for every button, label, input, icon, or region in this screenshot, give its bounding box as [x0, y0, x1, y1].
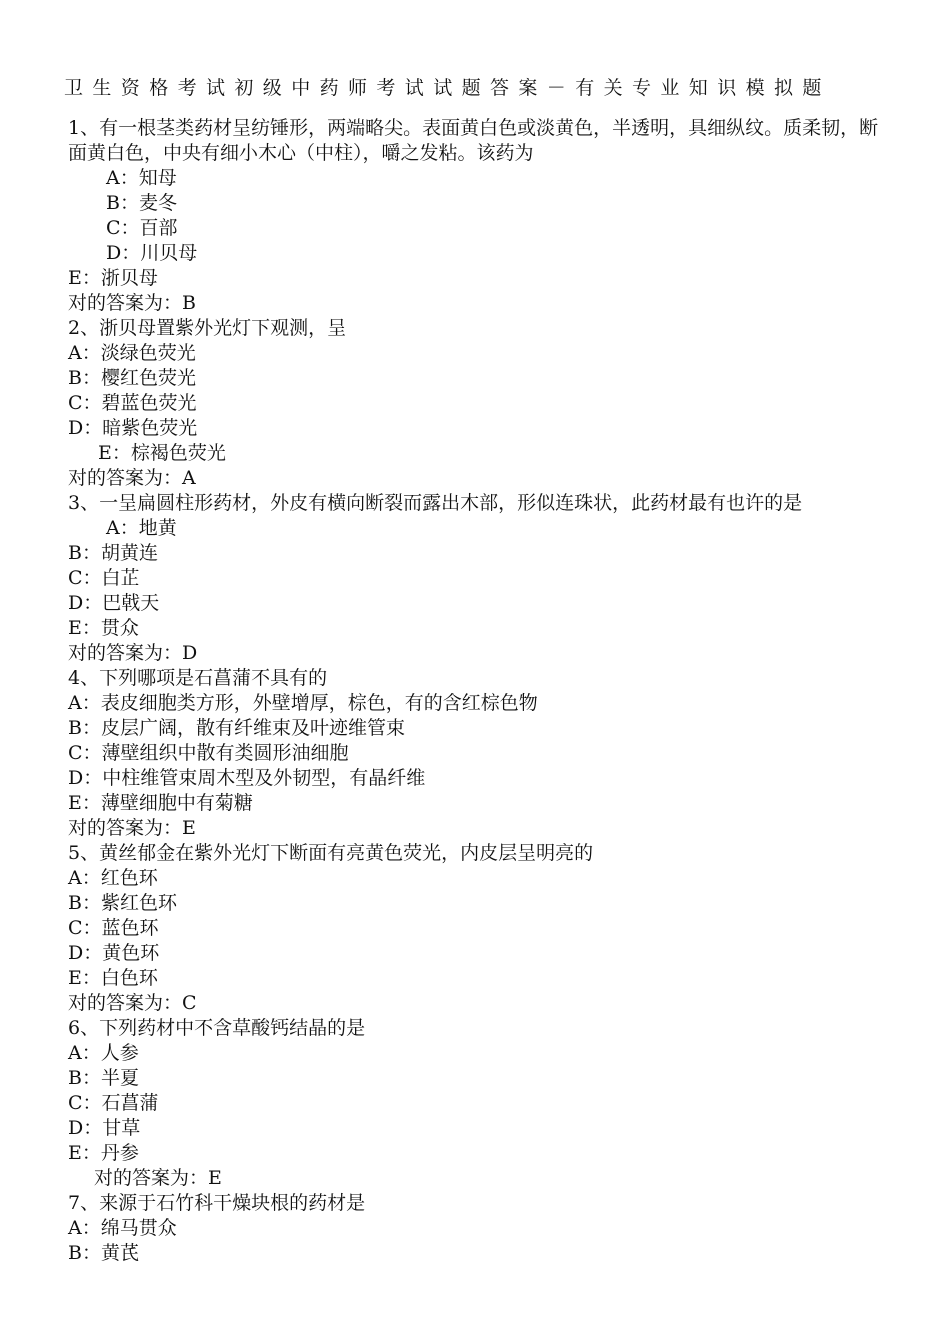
- question-3-option-b: B：胡黄连: [68, 542, 158, 564]
- question-4-option-a: A：表皮细胞类方形，外壁增厚，棕色，有的含红棕色物: [68, 692, 538, 714]
- question-4-option-e: E：薄壁细胞中有菊糖: [68, 792, 253, 814]
- question-1-option-a: A：知母: [106, 167, 177, 189]
- question-5-option-d: D：黄色环: [68, 942, 160, 964]
- question-5-answer: 对的答案为：C: [68, 992, 197, 1014]
- question-3-text: 3、一呈扁圆柱形药材，外皮有横向断裂而露出木部，形似连珠状，此药材最有也许的是: [68, 492, 803, 514]
- question-1-option-b: B：麦冬: [106, 192, 177, 214]
- document-title: 卫生资格考试初级中药师考试试题答案－有关专业知识模拟题: [64, 77, 831, 99]
- question-4-option-d: D：中柱维管束周木型及外韧型，有晶纤维: [68, 767, 426, 789]
- question-2-option-e: E：棕褐色荧光: [98, 442, 226, 464]
- question-4-answer: 对的答案为：E: [68, 817, 196, 839]
- question-7-text: 7、来源于石竹科干燥块根的药材是: [68, 1192, 366, 1214]
- question-5-option-b: B：紫红色环: [68, 892, 177, 914]
- question-1-text: 1、有一根茎类药材呈纺锤形，两端略尖。表面黄白色或淡黄色，半透明，具细纵纹。质柔韧，断面黄白色，中央有细小木心（中柱），嚼之发粘。该药为: [68, 117, 879, 164]
- question-2-option-d: D：暗紫色荧光: [68, 417, 198, 439]
- question-2-option-a: A：淡绿色荧光: [68, 342, 196, 364]
- question-2-text: 2、浙贝母置紫外光灯下观测，呈: [68, 317, 347, 339]
- question-6-option-c: C：石菖蒲: [68, 1092, 159, 1114]
- question-5-option-e: E：白色环: [68, 967, 158, 989]
- question-6-option-e: E：丹参: [68, 1142, 139, 1164]
- question-3-option-e: E：贯众: [68, 617, 139, 639]
- question-2-answer: 对的答案为：A: [68, 467, 196, 489]
- question-4-option-c: C：薄壁组织中散有类圆形油细胞: [68, 742, 349, 764]
- question-1-option-e: E：浙贝母: [68, 267, 158, 289]
- question-3-option-c: C：白芷: [68, 567, 140, 589]
- question-5-text: 5、黄丝郁金在紫外光灯下断面有亮黄色荧光，内皮层呈明亮的: [68, 842, 594, 864]
- question-3-option-a: A：地黄: [106, 517, 177, 539]
- question-1-option-c: C：百部: [106, 217, 178, 239]
- question-6-option-b: B：半夏: [68, 1067, 139, 1089]
- question-1-option-d: D：川贝母: [106, 242, 198, 264]
- question-4-option-b: B：皮层广阔，散有纤维束及叶迹维管束: [68, 717, 405, 739]
- question-7-option-a: A：绵马贯众: [68, 1217, 177, 1239]
- question-2-option-c: C：碧蓝色荧光: [68, 392, 197, 414]
- question-5-option-c: C：蓝色环: [68, 917, 159, 939]
- question-1-answer: 对的答案为：B: [68, 292, 196, 314]
- question-6-answer: 对的答案为：E: [94, 1167, 222, 1189]
- question-3-answer: 对的答案为：D: [68, 642, 198, 664]
- question-6-text: 6、下列药材中不含草酸钙结晶的是: [68, 1017, 366, 1039]
- question-6-option-d: D：甘草: [68, 1117, 141, 1139]
- question-6-option-a: A：人参: [68, 1042, 139, 1064]
- question-2-option-b: B：樱红色荧光: [68, 367, 196, 389]
- document-body: [68, 116, 884, 1266]
- question-7-option-b: B：黄芪: [68, 1242, 139, 1264]
- question-3-option-d: D：巴戟天: [68, 592, 160, 614]
- question-5-option-a: A：红色环: [68, 867, 158, 889]
- question-4-text: 4、下列哪项是石菖蒲不具有的: [68, 667, 328, 689]
